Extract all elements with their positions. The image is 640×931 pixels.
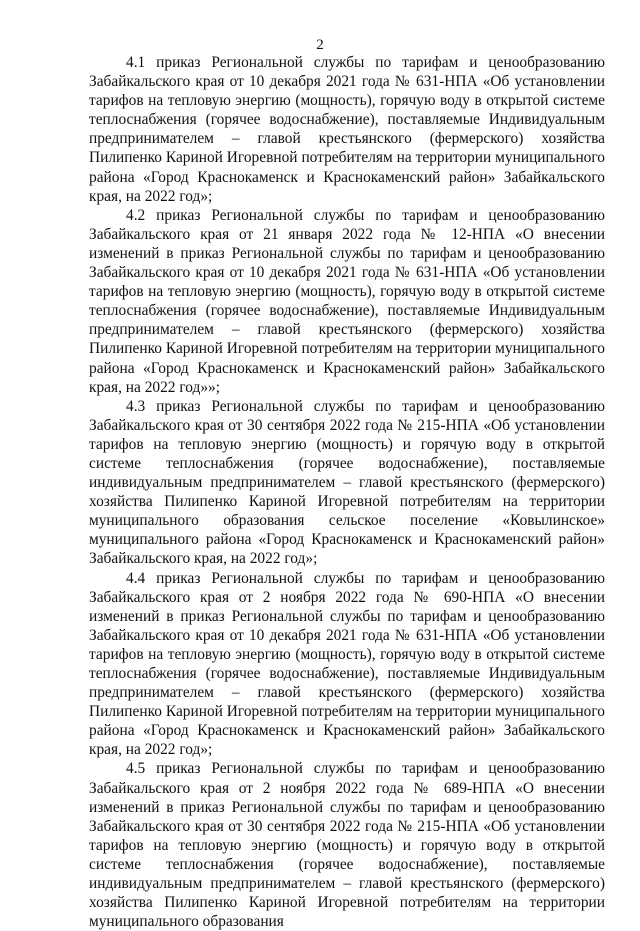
document-body (89, 53, 605, 931)
page-number: 2 (316, 37, 324, 53)
paragraph-4-5: 4.5 приказ Региональной службы по тарифам и ценообразованию Забайкальского края от 2 ноября 2022 года № 689-НПА «О внесении изменений в приказ Региональной службы по тарифам и ценообразованию Забайкальского края от 30 сентября 2022 года № 215-НПА «Об установлении тарифов на тепловую энергию (мощность) и горячую воду в открытой системе теплоснабжения (горячее водоснабжение), поставляемые индивидуальным предпринимателем – главой крестьянского (фермерского) хозяйства Пилипенко Кариной Игоревной потребителям на территории муниципального образования (89, 760, 605, 931)
paragraph-4-4: 4.4 приказ Региональной службы по тарифам и ценообразованию Забайкальского края от 2 ноября 2022 года № 690-НПА «О внесении изменений в приказ Региональной службы по тарифам и ценообразованию Забайкальского края от 10 декабря 2021 года № 631-НПА «Об установлении тарифов на тепловую энергию (мощность), горячую воду в открытой системе теплоснабжения (горячее водоснабжение), поставляемые Индивидуальным предпринимателем – главой крестьянского (фермерского) хозяйства Пилипенко Кариной Игоревной потребителям на территории муниципального района «Город Краснокаменск и Краснокаменский район» Забайкальского края, на 2022 год»; (89, 569, 605, 759)
paragraph-4-1: 4.1 приказ Региональной службы по тарифам и ценообразованию Забайкальского края от 10 декабря 2021 года № 631-НПА «Об установлении тарифов на тепловую энергию (мощность), горячую воду в открытой системе теплоснабжения (горячее водоснабжение), поставляемые Индивидуальным предпринимателем – главой крестьянского (фермерского) хозяйства Пилипенко Кариной Игоревной потребителям на территории муниципального района «Город Краснокаменск и Краснокаменский район» Забайкальского края, на 2022 год»; (89, 54, 605, 205)
paragraph-4-2: 4.2 приказ Региональной службы по тарифам и ценообразованию Забайкальского края от 21 января 2022 года № 12-НПА «О внесении изменений в приказ Региональной службы по тарифам и ценообразованию Забайкальского края от 10 декабря 2021 года № 631-НПА «Об установлении тарифов на тепловую энергию (мощность), горячую воду в открытой системе теплоснабжения (горячее водоснабжение), поставляемые Индивидуальным предпринимателем – главой крестьянского (фермерского) хозяйства Пилипенко Кариной Игоревной потребителям на территории муниципального района «Город Краснокаменск и Краснокаменский район» Забайкальского края, на 2022 год»»; (89, 206, 605, 396)
paragraph-4-3: 4.3 приказ Региональной службы по тарифам и ценообразованию Забайкальского края от 30 сентября 2022 года № 215-НПА «Об установлении тарифов на тепловую энергию (мощность) и горячую воду в открытой системе теплоснабжения (горячее водоснабжение), поставляемые индивидуальным предпринимателем – главой крестьянского (фермерского) хозяйства Пилипенко Кариной Игоревной потребителям на территории муниципального образования сельское поселение «Ковылинское» муниципального района «Город Краснокаменск и Краснокаменский район» Забайкальского края, на 2022 год»; (89, 397, 605, 568)
